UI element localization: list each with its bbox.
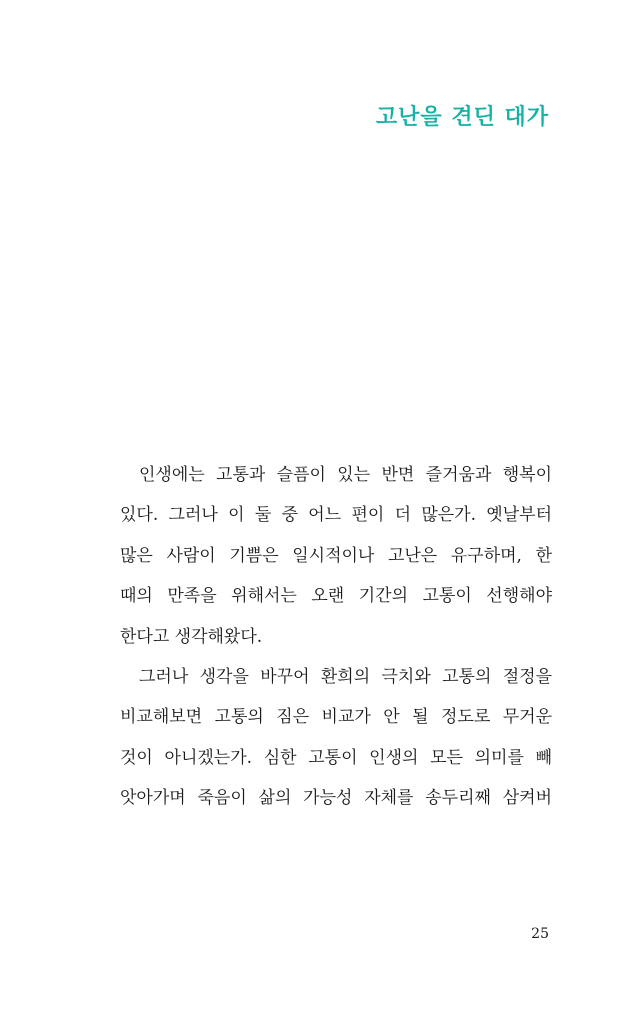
text-line: 한다고 생각해왔다. <box>120 626 263 647</box>
text-line: 인생에는 고통과 슬픔이 있는 반면 즐거움과 행복이 <box>139 465 552 485</box>
paragraph-2 <box>120 657 552 819</box>
text-line: 많은 사람이 기쁨은 일시적이나 고난은 유구하며, 한 <box>120 545 552 566</box>
text-line: 것이 아니겠는가. 심한 고통이 인생의 모든 의미를 빼 <box>120 747 552 768</box>
body-text <box>120 455 552 819</box>
paragraph-1 <box>120 455 552 657</box>
chapter-title: 고난을 견딘 대가 <box>375 104 549 130</box>
text-line: 비교해보면 고통의 짐은 비교가 안 될 정도로 무거운 <box>120 707 552 728</box>
text-line: 있다. 그러나 이 둘 중 어느 편이 더 많은가. 옛날부터 <box>120 505 552 526</box>
text-line: 때의 만족을 위해서는 오랜 기간의 고통이 선행해야 <box>120 586 552 607</box>
page-number: 25 <box>531 926 549 942</box>
text-line: 앗아가며 죽음이 삶의 가능성 자체를 송두리째 삼켜버 <box>120 788 552 809</box>
text-line: 그러나 생각을 바꾸어 환희의 극치와 고통의 절정을 <box>139 667 552 688</box>
